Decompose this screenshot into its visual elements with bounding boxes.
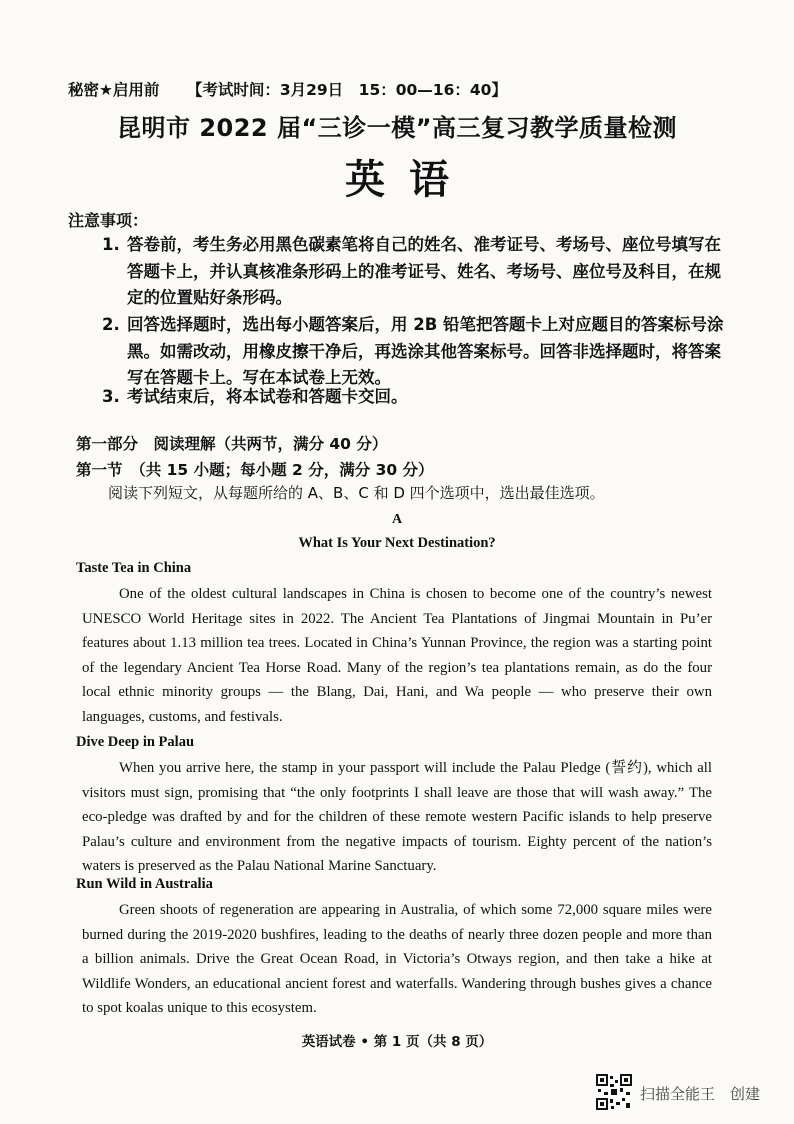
scanner-watermark: 扫描全能王 创建 [640, 1085, 761, 1103]
notes-heading: 注意事项： [68, 211, 149, 230]
section-heading: Dive Deep in Palau [76, 734, 195, 750]
note-number: 1. [102, 235, 120, 254]
note-item [102, 232, 726, 312]
instruction: 阅读下列短文，从每题所给的 A、B、C 和 D 四个选项中，选出最佳选项。 [108, 484, 605, 502]
page-footer: 英语试卷 • 第 1 页（共 8 页） [301, 1034, 493, 1050]
note-number: 3. [102, 387, 120, 406]
section-heading: Run Wild in Australia [76, 876, 213, 892]
note-item [102, 312, 726, 392]
passage-paragraph [82, 898, 712, 1021]
exam-title: 昆明市 2022 届“三诊一模”高三复习教学质量检测 [116, 114, 678, 142]
paragraph-text: Green shoots of regeneration are appearing in Australia, of which some 72,000 square miles were burned during the 2019-2020 bushfires, leading to the deaths of nearly three dozen people and more than a billion animals. Drive the Great Ocean Road, in Victoria’s Otways region, and then take a hike at Wildlife Wonders, an educational ancient forest and waterfalls. Wandering through bushes gives a chance to spot koalas unique to this ecosystem. [82, 902, 712, 1016]
passage-paragraph [82, 582, 712, 729]
paragraph-text: When you arrive here, the stamp in your passport will include the Palau Pledge (誓约), which all visitors must sign, promising that “the only footprints I shall leave are those that will wash away.” The eco-pledge was drafted by and for the children of these remote western Pacific islands to help preserve Palau’s culture and environment from the negative impacts of tourism. Eighty percent of the nation’s waters is preserved as the Palau National Marine Sanctuary. [82, 760, 712, 874]
subject-title: 英语 [345, 157, 473, 203]
note-text: 答卷前，考生务必用黑色碳素笔将自己的姓名、准考证号、考场号、座位号填写在答题卡上，并认真核准条形码上的准考证号、姓名、考场号、座位号及科目，在规定的位置贴好条形码。 [127, 235, 721, 307]
part-title: 第一部分 阅读理解（共两节，满分 40 分） [76, 435, 388, 453]
exam-time: 【考试时间：3月29日 15：00—16：40】 [186, 81, 507, 99]
passage-paragraph [82, 756, 712, 879]
note-text: 考试结束后，将本试卷和答题卡交回。 [127, 387, 408, 406]
qr-code-icon [596, 1074, 632, 1110]
section-heading: Taste Tea in China [76, 560, 192, 576]
note-number: 2. [102, 315, 120, 334]
confidential-label: 秘密★启用前 [68, 81, 160, 99]
section-title: 第一节 （共 15 小题；每小题 2 分，满分 30 分） [76, 461, 434, 479]
note-item [102, 384, 726, 411]
note-text: 回答选择题时，选出每小题答案后，用 2B 铅笔把答题卡上对应题目的答案标号涂黑。如需改动，用橡皮擦干净后，再选涂其他答案标号。回答非选择题时，将答案写在答题卡上。写在本试卷上无效。 [127, 315, 724, 387]
passage-title: What Is Your Next Destination? [298, 535, 496, 551]
paragraph-text: One of the oldest cultural landscapes in China is chosen to become one of the country’s newest UNESCO World Heritage sites in 2022. The Ancient Tea Plantations of Jingmai Mountain in Pu’er features about 1.13 million tea trees. Located in China’s Yunnan Province, the region was a starting point of the legendary Ancient Tea Horse Road. Many of the region’s tea plantations remain, as do the four local ethnic minority groups — the Blang, Dai, Hani, and Wa people — who preserve their own languages, customs, and festivals. [82, 586, 712, 725]
passage-letter: A [391, 512, 403, 527]
header-line [68, 78, 529, 100]
